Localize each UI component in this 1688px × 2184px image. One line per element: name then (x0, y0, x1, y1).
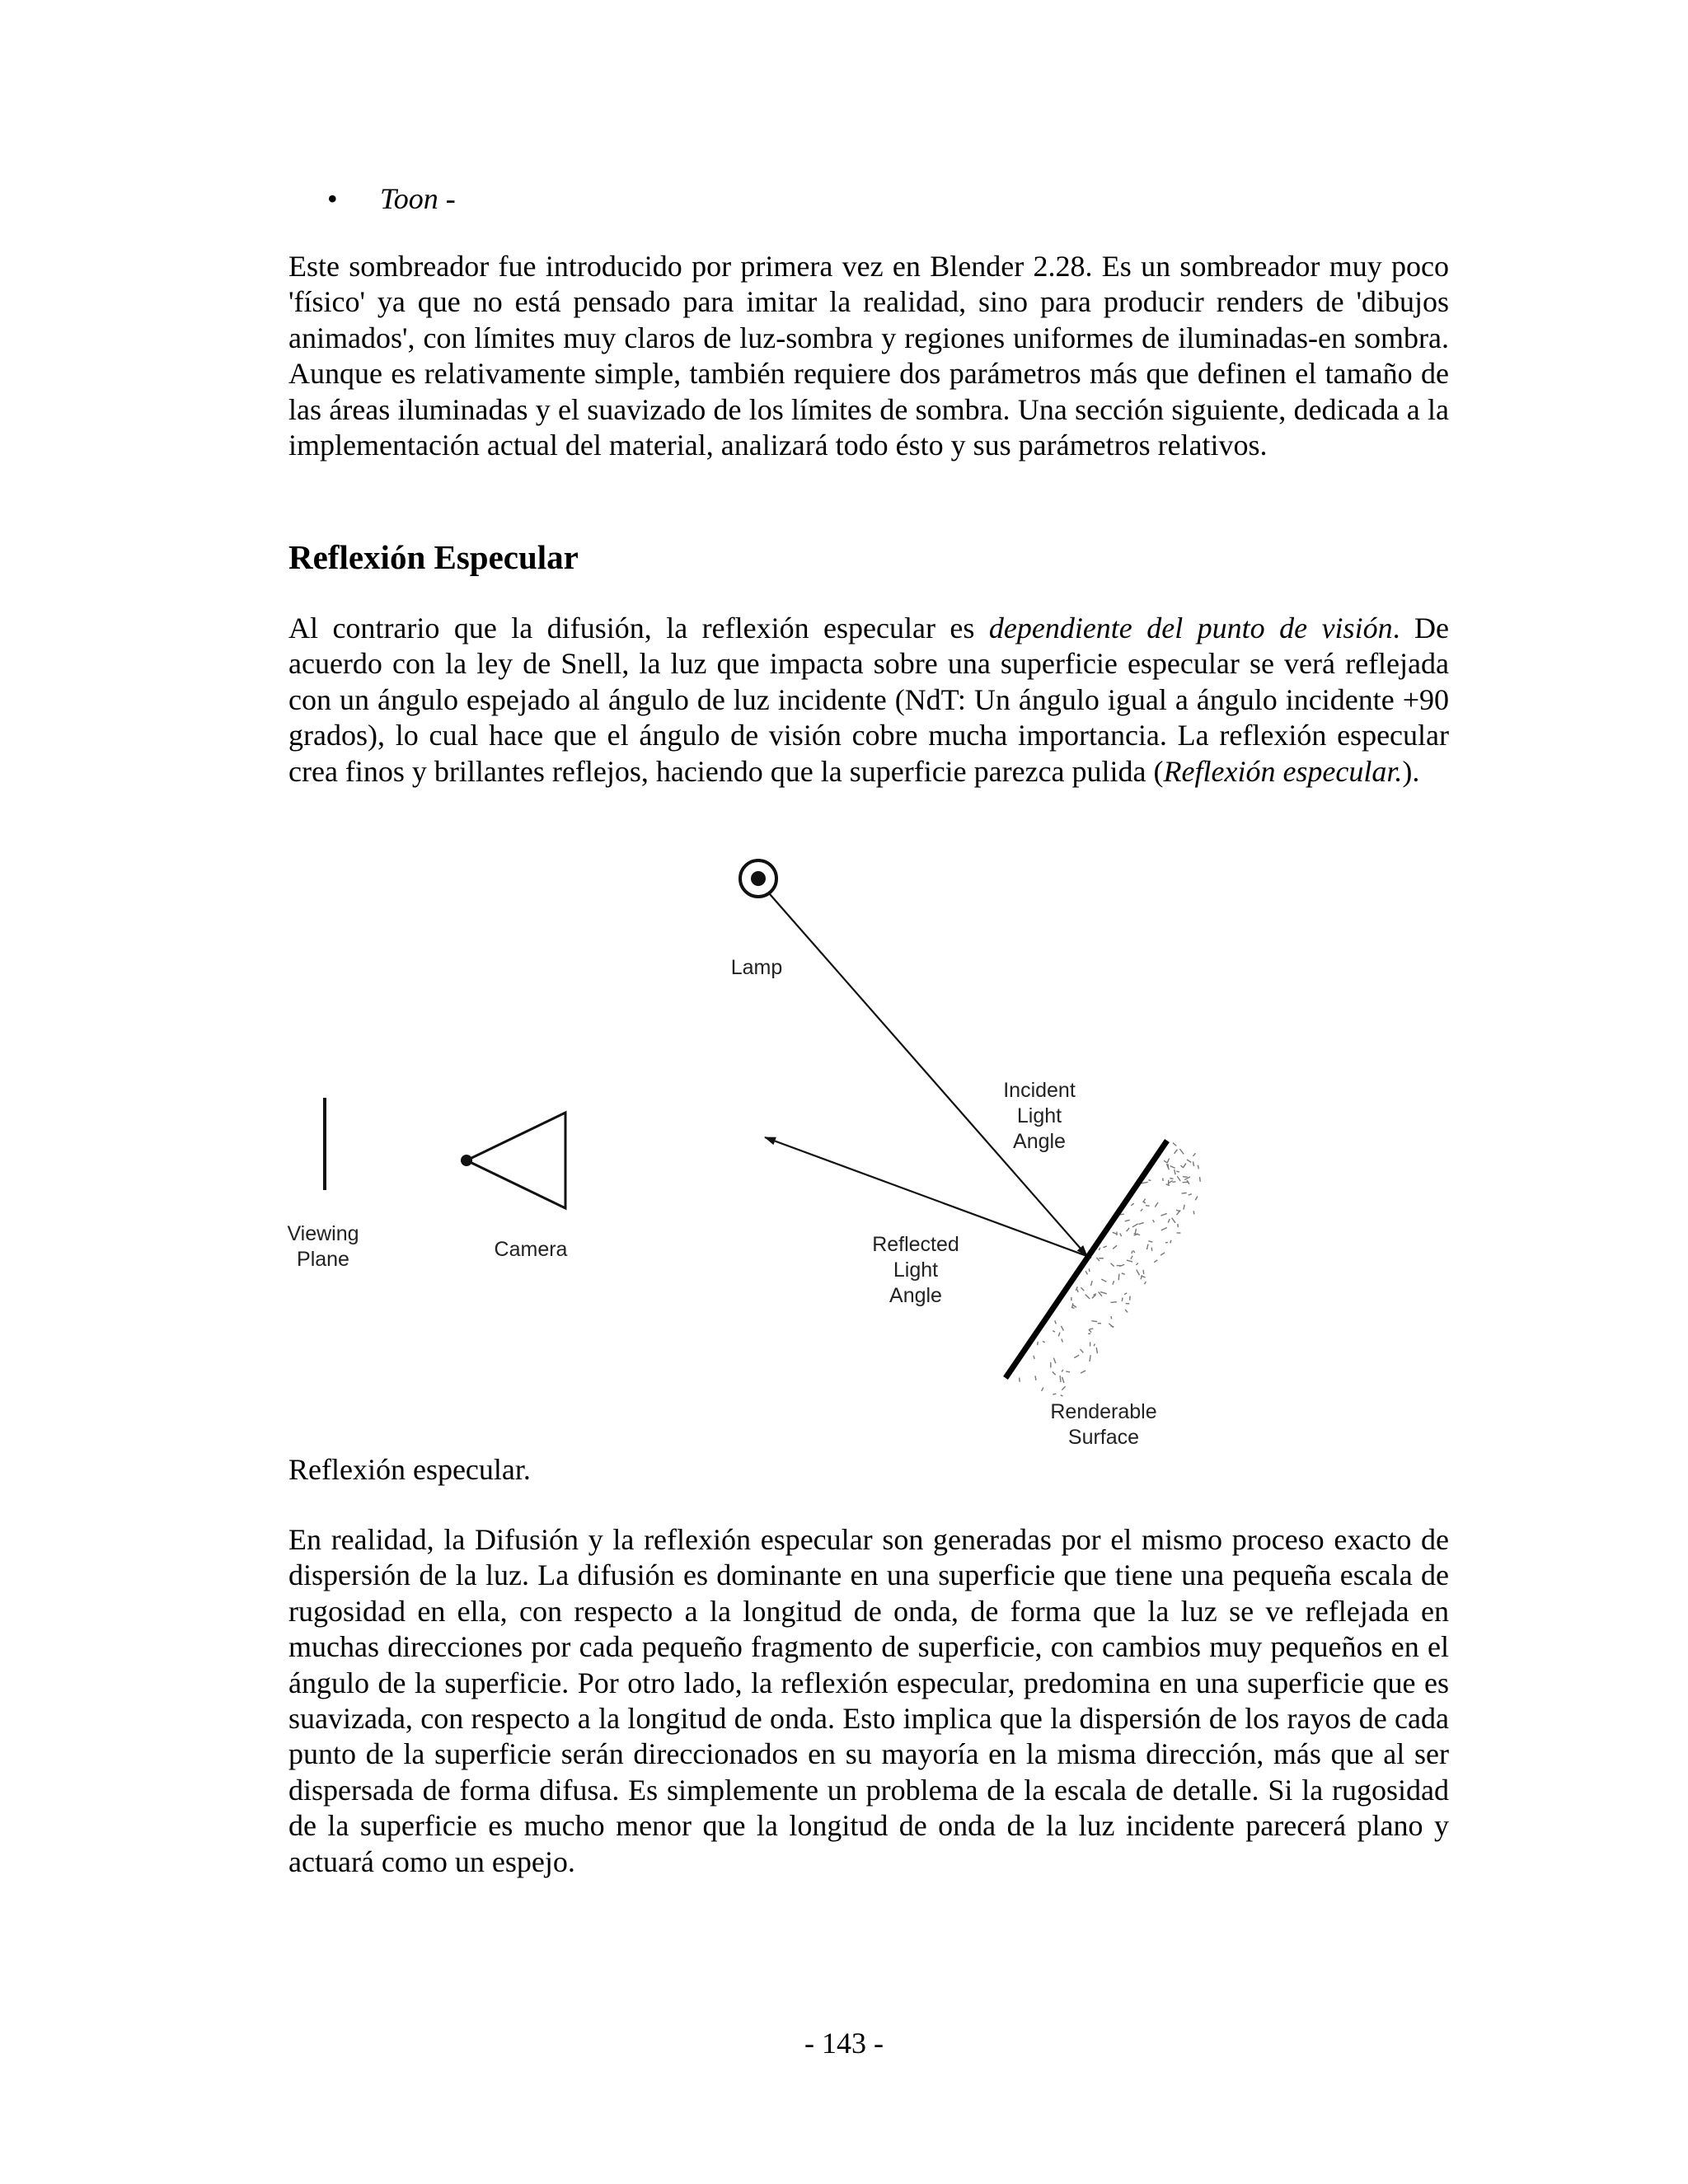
surface-speckle (1099, 1248, 1100, 1250)
surface-speckle (1131, 1256, 1132, 1259)
surface-speckle (1142, 1202, 1145, 1203)
surface-speckle (1096, 1347, 1097, 1353)
surface-speckle (1089, 1329, 1091, 1333)
surface-speckle (1183, 1177, 1188, 1178)
specular-intro-emphasis: dependiente del punto de visión (988, 612, 1393, 644)
surface-speckle (1062, 1377, 1064, 1383)
surface-speckle (1179, 1149, 1184, 1154)
surface-speckle (1071, 1307, 1075, 1308)
surface-speckle (1113, 1281, 1114, 1285)
surface-speckle (1183, 1182, 1189, 1183)
surface-speckle (1035, 1376, 1036, 1380)
surface-speckle (1091, 1321, 1097, 1322)
surface-speckle (1175, 1150, 1178, 1154)
surface-speckle (1081, 1349, 1084, 1353)
surface-speckle (1055, 1320, 1056, 1324)
figure-caption: Reflexión especular. (288, 1453, 531, 1486)
surface-speckle (1053, 1371, 1056, 1375)
paragraph-reality: En realidad, la Difusión y la reflexión especular son generadas por el mismo proceso exacto de dispersión de la luz. La difusión es dominante en una superficie que tiene una pequeña escala de rugosidad en ella, con respecto a la longitud de onda, de forma que la luz se ve reflejada en muchas direcciones por cada pequeño fragmento de superficie, con cambios muy pequeños en el ángulo de la superficie. Por otro lado, la reflexión especular, predomina en una superficie que es suavizada, con respecto a la longitud de onda. Esto implica que la dispersión de los rayos de cada punto de la superficie serán direccionados en su mayoría en la misma dirección, más que al ser dispersada de forma difusa. Es simplemente un problema de la escala de detalle. Si la rugosidad de la superficie es mucho menor que la longitud de onda de la luz incidente parecerá plano y actuará como un espejo. (288, 1523, 1449, 1878)
surface-speckle (1173, 1143, 1176, 1146)
surface-speckle (1189, 1194, 1192, 1195)
surface-speckle (1160, 1213, 1166, 1216)
surface-speckle (1142, 1182, 1148, 1183)
label-reflected-line3: Angle (889, 1284, 942, 1307)
surface-speckle (1136, 1263, 1138, 1265)
label-reflected-line2: Light (893, 1258, 939, 1282)
surface-speckle (1074, 1355, 1079, 1357)
surface-speckle (1146, 1244, 1148, 1250)
surface-speckle (1133, 1250, 1135, 1253)
surface-speckle (1153, 1220, 1155, 1222)
surface-speckle (1111, 1316, 1112, 1319)
specular-intro-text-b: . De acuerdo con la ley de Snell, la luz que impacta sobre una superficie especular se verá reflejada con un ángulo espejado al ángulo de luz incidente (NdT: Un ángulo igual a ángulo incidente +90 grados), lo cual hace que el ángulo de visión cobre mucha importancia. La reflexión especular crea finos y brillantes reflejos, haciendo que la superficie parezca pulida ( (288, 612, 1450, 788)
surface-speckle (1053, 1358, 1055, 1363)
surface-speckle (1148, 1180, 1151, 1181)
surface-speckle (1170, 1240, 1171, 1244)
specular-intro-figure-ref: Reflexión especular. (1163, 754, 1403, 788)
specular-intro-text-a: Al contrario que la difusión, la reflexión especular es (288, 612, 989, 644)
surface-speckle (1111, 1326, 1114, 1327)
surface-speckle (1085, 1271, 1088, 1274)
surface-speckle (1167, 1159, 1170, 1164)
surface-speckle (1177, 1176, 1180, 1181)
surface-speckle (1193, 1153, 1195, 1155)
surface-speckle (1145, 1282, 1146, 1284)
surface-speckle (1138, 1223, 1143, 1225)
surface-speckle (1060, 1376, 1061, 1382)
surface-speckle (1164, 1160, 1167, 1162)
paragraph-specular-intro (288, 611, 1449, 790)
surface-speckle (1072, 1305, 1076, 1307)
label-surface-line1: Renderable (1050, 1400, 1157, 1423)
bullet-item-toon (327, 180, 456, 218)
surface-speckle (1184, 1163, 1186, 1167)
lamp-icon (740, 860, 776, 897)
surface-speckle (1168, 1219, 1170, 1223)
specular-reflection-figure (284, 849, 1207, 1459)
label-incident-line1: Incident (1003, 1079, 1076, 1102)
surface-speckle (1091, 1281, 1093, 1286)
surface-speckle (1163, 1179, 1164, 1181)
surface-speckle (1161, 1228, 1167, 1230)
surface-speckle (1062, 1386, 1065, 1390)
surface-speckle (1127, 1260, 1132, 1262)
surface-speckle (1058, 1333, 1060, 1337)
surface-speckle (1170, 1166, 1175, 1169)
surface-speckle (1066, 1371, 1070, 1372)
incident-ray (770, 894, 1087, 1256)
specular-reflection-diagram (284, 849, 1207, 1459)
surface-speckle (1148, 1241, 1152, 1242)
label-surface-line2: Surface (1067, 1426, 1140, 1449)
bullet-term: Toon (380, 182, 438, 215)
surface-speckle (1061, 1326, 1063, 1331)
surface-speckle (1043, 1341, 1045, 1342)
surface-speckle (1137, 1270, 1140, 1276)
surface-speckle (1077, 1290, 1078, 1292)
surface-speckle (1081, 1287, 1084, 1291)
specular-intro-text-c: ). (1402, 754, 1420, 788)
surface-speckle (1135, 1229, 1136, 1234)
label-incident-line2: Light (1016, 1104, 1062, 1127)
surface-speckle (1101, 1279, 1106, 1282)
surface-speckle (1042, 1387, 1043, 1390)
surface-speckle (1160, 1253, 1165, 1255)
label-viewing-line2: Plane (297, 1248, 349, 1271)
label-viewing-line1: Viewing (287, 1222, 359, 1245)
renderable-surface-line (1006, 1141, 1167, 1378)
surface-speckle (1122, 1297, 1123, 1301)
surface-speckle (1176, 1171, 1179, 1172)
surface-speckle (1141, 1209, 1143, 1212)
surface-speckle (1195, 1196, 1198, 1200)
surface-speckle (1143, 1198, 1145, 1202)
surface-speckle (1131, 1203, 1133, 1206)
surface-speckle (1100, 1292, 1107, 1294)
surface-speckle (1081, 1371, 1085, 1373)
surface-speckle (1125, 1310, 1128, 1313)
surface-speckle (1118, 1274, 1119, 1281)
surface-speckle (1113, 1245, 1117, 1249)
surface-speckle (1103, 1246, 1106, 1248)
surface-speckle (1172, 1218, 1175, 1223)
surface-speckle (1180, 1165, 1183, 1168)
surface-speckle (1062, 1370, 1063, 1371)
surface-speckle (1124, 1293, 1127, 1295)
label-lamp: Lamp (730, 956, 783, 979)
surface-speckle (1132, 1250, 1133, 1253)
surface-speckle (1038, 1342, 1039, 1345)
surface-speckle (1132, 1224, 1138, 1227)
surface-texture (1020, 1143, 1201, 1397)
surface-speckle (1126, 1228, 1129, 1231)
surface-speckle (1110, 1302, 1116, 1303)
surface-speckle (1053, 1331, 1055, 1332)
surface-speckle (1085, 1295, 1090, 1299)
surface-speckle (1155, 1202, 1158, 1207)
surface-speckle (1143, 1270, 1144, 1274)
label-reflected-line1: Reflected (872, 1233, 959, 1256)
surface-speckle (1173, 1182, 1176, 1183)
bullet-symbol: • (327, 182, 338, 215)
surface-speckle (1193, 1211, 1194, 1214)
page-number: - 143 - (804, 2027, 884, 2060)
label-incident-line3: Angle (1013, 1130, 1066, 1153)
surface-speckle (1111, 1263, 1114, 1267)
surface-speckle (1187, 1160, 1191, 1162)
surface-speckle (1120, 1233, 1122, 1236)
surface-speckle (1122, 1273, 1125, 1274)
surface-speckle (1125, 1220, 1130, 1221)
surface-speckle (1061, 1395, 1063, 1397)
camera-icon (461, 1113, 565, 1208)
surface-speckle (1094, 1344, 1095, 1347)
paragraph-toon: Este sombreador fue introducido por primera vez en Blender 2.28. Es un sombreador muy poco 'físico' ya que no está pensado para imitar la realidad, sino para producir renders de 'dibujos animados', con límites muy claros de luz-sombra y regiones uniformes de iluminadas-en sombra. Aunque es relativamente simple, también requiere dos parámetros más que definen el tamaño de las áreas iluminadas y el suavizado de los límites de sombra. Una sección siguiente, dedicada a la implementación actual del material, analizará todo ésto y sus parámetros relativos. (288, 250, 1449, 462)
surface-speckle (1154, 1260, 1157, 1263)
surface-speckle (1146, 1206, 1150, 1207)
label-camera: Camera (494, 1238, 568, 1261)
bullet-suffix: - (438, 182, 456, 215)
surface-speckle (1200, 1177, 1201, 1182)
section-heading: Reflexión Especular (288, 538, 579, 576)
